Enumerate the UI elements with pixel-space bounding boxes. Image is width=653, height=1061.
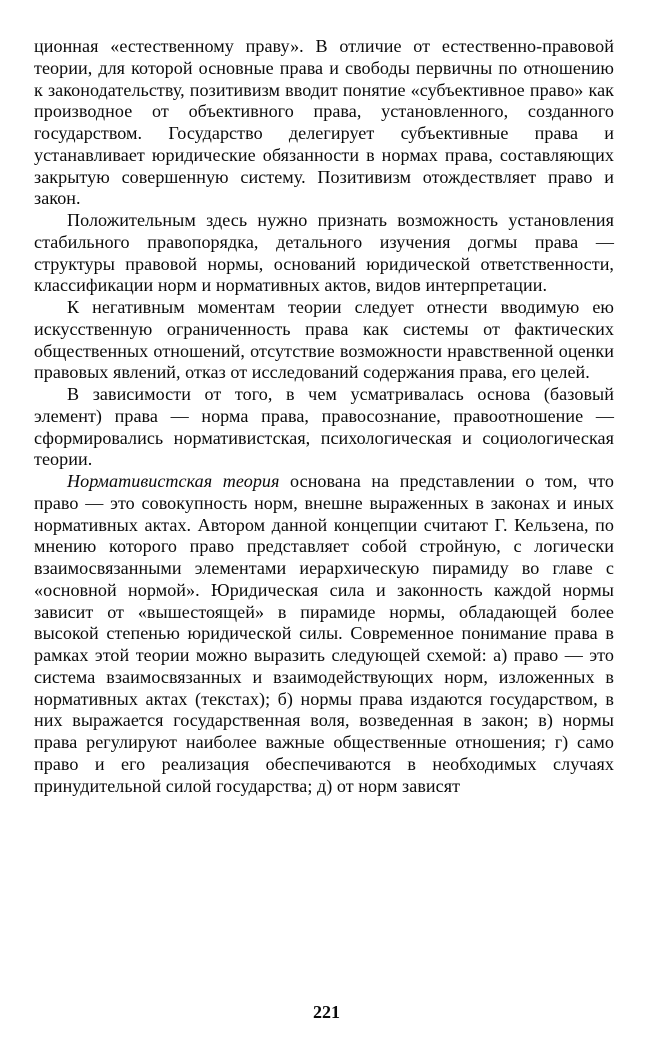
term-normativist-theory: Нормативистская теория xyxy=(67,471,280,491)
normativist-theory-text: основана на представлении о том, что право — это совокупность норм, внешне выраженных в законах и иных нормативных актах. Автором данной концепции считают Г. Кельзена, по мнению которого право представляет собой стройную, с логически взаимосвязанными элементами иерархическую пирамиду во главе с «основной нормой». Юридическая сила и законность каждой нормы зависит от «вышестоящей» в пирамиде нормы, обладающей более высокой степенью юридической силы. Современное понимание права в рамках этой теории можно выразить следующей схемой: а) право — это система взаимосвязанных и взаимодействующих норм, изложенных в нормативных актах (текстах); б) нормы права издаются государством, в них выражается государственная воля, возведенная в закон; в) нормы права регулируют наиболее важные общественные отношения; г) само право и его реализация обеспечиваются в необходимых случаях принудительной силой государства; д) от норм зависят xyxy=(34,471,614,796)
page-number: 221 xyxy=(313,1002,340,1022)
page-body xyxy=(34,36,614,797)
paragraph-theories-overview: В зависимости от того, в чем усматривалась основа (базовый элемент) права — норма права, правосознание, правоотношение — сформировались нормативистская, психологическая и социологическая теории. xyxy=(34,384,614,470)
paragraph-normativist-theory xyxy=(34,471,614,797)
paragraph-positive-aspects: Положительным здесь нужно признать возможность установления стабильного правопорядка, детального изучения догмы права — структуры правовой нормы, оснований юридической ответственности, классификации норм и нормативных актов, видов интерпретации. xyxy=(34,210,614,296)
paragraph-continuation: ционная «естественному праву». В отличие от естественно-правовой теории, для которой основные права и свободы первичны по отношению к законодательству, позитивизм вводит понятие «субъективное право» как производное от объективного права, установленного, созданного государством. Государство делегирует субъективные права и устанавливает юридические обязанности в нормах права, составляющих закрытую совершенную систему. Позитивизм отождествляет право и закон. xyxy=(34,36,614,209)
paragraph-negative-aspects: К негативным моментам теории следует отнести вводимую ею искусственную ограниченность права как системы от фактических общественных отношений, отсутствие возможности нравственной оценки правовых явлений, отказ от исследований содержания права, его целей. xyxy=(34,297,614,383)
